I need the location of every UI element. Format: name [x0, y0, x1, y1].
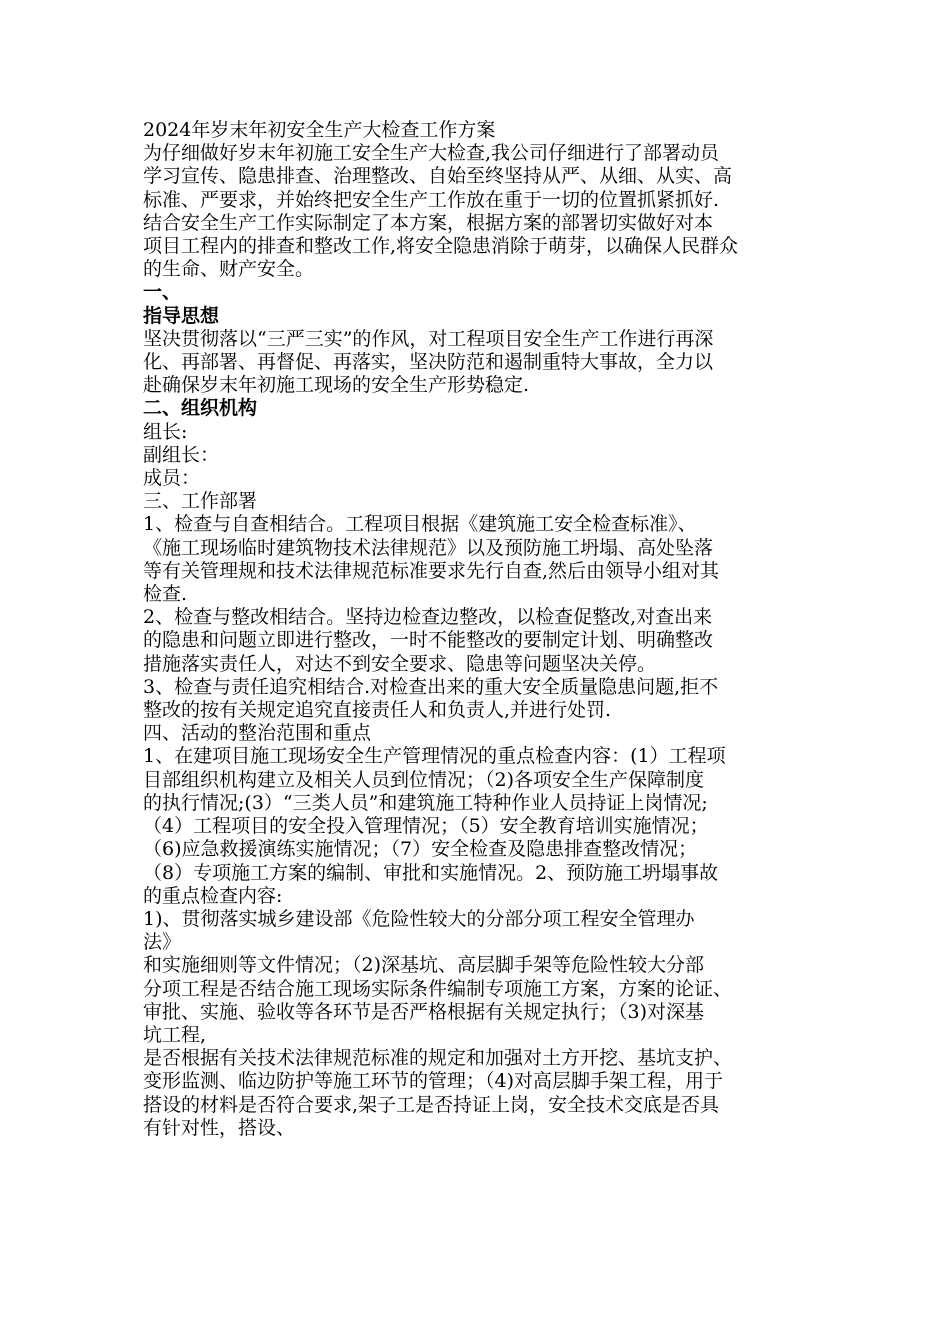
text-line: 搭设的材料是否符合要求,架子工是否持证上岗，安全技术交底是否具	[143, 1093, 720, 1116]
text-line: 四、活动的整治范围和重点	[143, 722, 372, 745]
text-line: 的生命、财产安全。	[143, 258, 315, 281]
text-line: 组长:	[143, 420, 188, 443]
text-line: 等有关管理规和技术法律规范标准要求先行自查,然后由领导小组对其	[143, 559, 720, 582]
section-heading: 指导思想	[143, 304, 220, 327]
section-heading: 二、组织机构	[143, 397, 258, 420]
text-line: 和实施细则等文件情况；（2)深基坑、高层脚手架等危险性较大分部	[143, 954, 705, 977]
text-line: 项目工程内的排查和整改工作,将安全隐患消除于萌芽，以确保人民群众	[143, 235, 739, 258]
text-line: 三、工作部署	[143, 490, 258, 513]
text-line: （6)应急救援演练实施情况；（7）安全检查及隐患排查整改情况；	[143, 838, 698, 861]
text-line: 的执行情况;(3）“三类人员”和建筑施工特种作业人员持证上岗情况;	[143, 791, 708, 814]
text-line: 化、再部署、再督促、再落实，坚决防范和遏制重特大事故，全力以	[143, 351, 714, 374]
document-body	[143, 119, 823, 1140]
text-line: （4）工程项目的安全投入管理情况；（5）安全教育培训实施情况；	[143, 815, 709, 838]
text-line: 结合安全生产工作实际制定了本方案，根据方案的部署切实做好对本	[143, 211, 714, 234]
text-line: 分项工程是否结合施工现场实际条件编制专项施工方案，方案的论证、	[143, 977, 733, 1000]
text-line: 坑工程,	[143, 1023, 207, 1046]
text-line: 检查.	[143, 583, 188, 606]
text-line: 变形监测、临边防护等施工环节的管理；（4)对高层脚手架工程，用于	[143, 1070, 724, 1093]
text-line: 1、在建项目施工现场安全生产管理情况的重点检查内容：(1）工程项	[143, 745, 726, 768]
text-line: 措施落实责任人，对达不到安全要求、隐患等问题坚决关停。	[143, 652, 657, 675]
text-line: 2024年岁末年初安全生产大检查工作方案	[143, 119, 496, 141]
text-line: 成员：	[143, 467, 201, 490]
text-line: 1)、贯彻落实城乡建设部《危险性较大的分部分项工程安全管理办	[143, 907, 695, 930]
text-line: 法》	[143, 931, 182, 954]
text-line: 《施工现场临时建筑物技术法律规范》以及预防施工坍塌、高处坠落	[143, 536, 714, 559]
text-line: 3、检查与责任追究相结合.对检查出来的重大安全质量隐患问题,拒不	[143, 675, 719, 698]
section-heading: 一、	[143, 281, 182, 304]
text-line: 坚决贯彻落以“三严三实”的作风，对工程项目安全生产工作进行再深	[143, 327, 714, 350]
text-line: 为仔细做好岁末年初施工安全生产大检查,我公司仔细进行了部署动员	[143, 142, 720, 165]
text-line: 是否根据有关技术法律规范标准的规定和加强对土方开挖、基坑支护、	[143, 1047, 733, 1070]
text-line: 学习宣传、隐患排查、治理整改、自始至终坚持从严、从细、从实、高	[143, 165, 733, 188]
text-line: 标准、严要求，并始终把安全生产工作放在重于一切的位置抓紧抓好.	[143, 188, 720, 211]
text-line: 赴确保岁末年初施工现场的安全生产形势稳定.	[143, 374, 530, 397]
text-line: 审批、实施、验收等各环节是否严格根据有关规定执行；（3)对深基	[143, 1000, 705, 1023]
text-line: 的重点检查内容:	[143, 884, 283, 907]
text-line: 目部组织机构建立及相关人员到位情况；（2)各项安全生产保障制度	[143, 768, 705, 791]
text-line: 有针对性，搭设、	[143, 1116, 296, 1139]
text-line: 的隐患和问题立即进行整改，一时不能整改的要制定计划、明确整改	[143, 629, 714, 652]
text-line: 2、检查与整改相结合。坚持边检查边整改，以检查促整改,对查出来	[143, 606, 713, 629]
text-line: 副组长：	[143, 443, 220, 466]
text-line: 1、检查与自查相结合。工程项目根据《建筑施工安全检查标准》、	[143, 513, 697, 536]
text-line: 整改的按有关规定追究直接责任人和负责人,并进行处罚.	[143, 699, 612, 722]
text-line: （8）专项施工方案的编制、审批和实施情况。2、预防施工坍塌事故	[143, 861, 719, 884]
